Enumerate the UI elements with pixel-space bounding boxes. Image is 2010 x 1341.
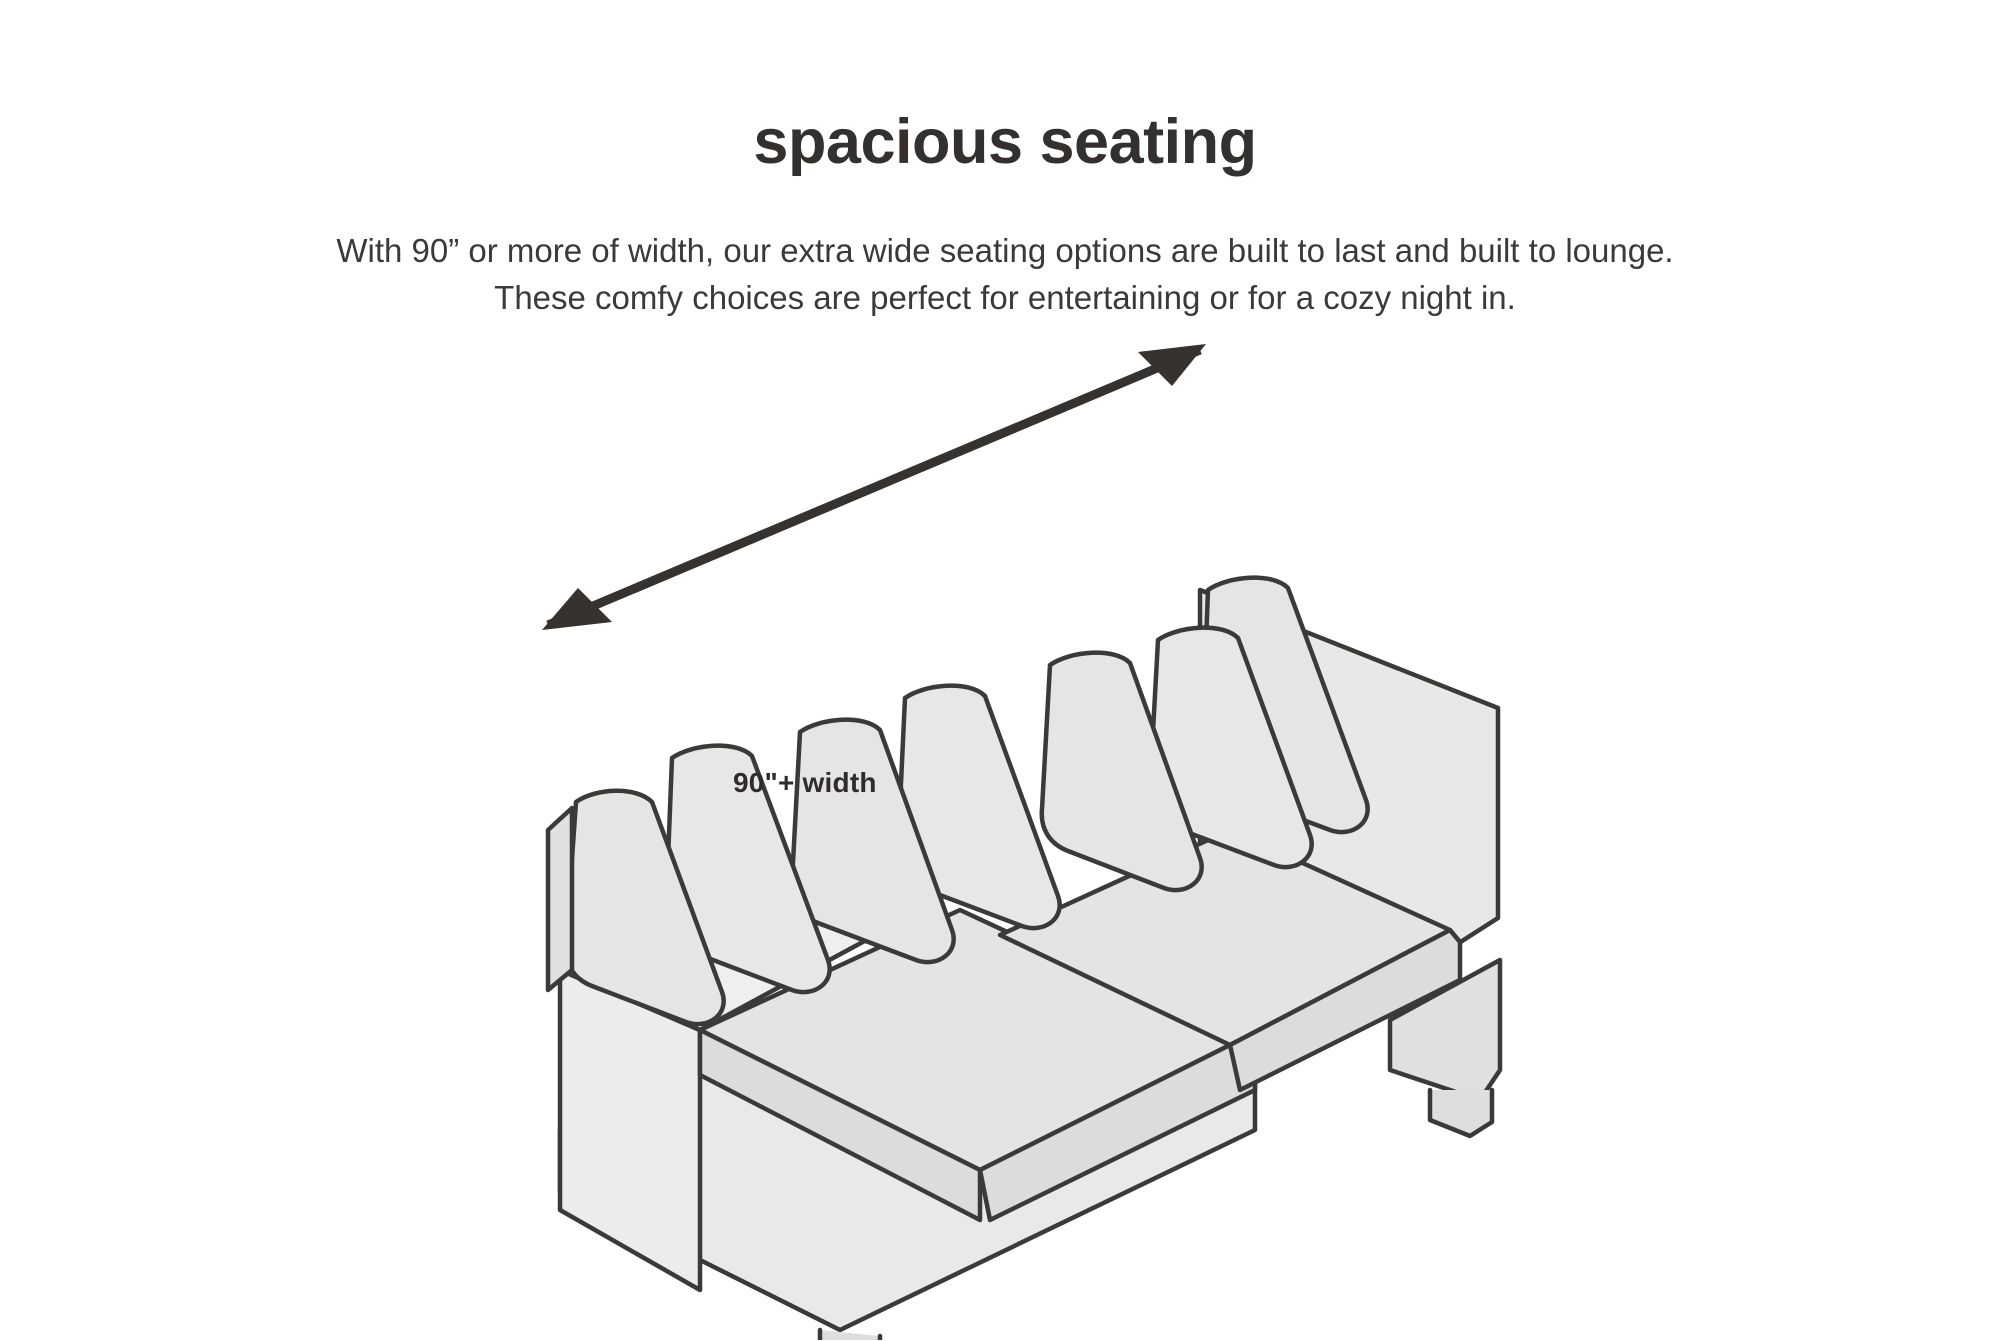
width-dimension-label: 90"+ width xyxy=(733,767,877,798)
sofa-body xyxy=(548,578,1500,1340)
page-title: spacious seating xyxy=(753,107,1257,177)
sofa-svg xyxy=(0,330,2010,1340)
subtitle-block xyxy=(0,228,2010,322)
subtitle-line-2: These comfy choices are perfect for entertaining or for a cozy night in. xyxy=(494,278,1516,316)
subtitle-line-1: With 90” or more of width, our extra wide seating options are built to last and built to lounge. xyxy=(336,232,1674,269)
sofa-illustration xyxy=(0,330,2010,1340)
width-arrow xyxy=(542,344,1206,630)
